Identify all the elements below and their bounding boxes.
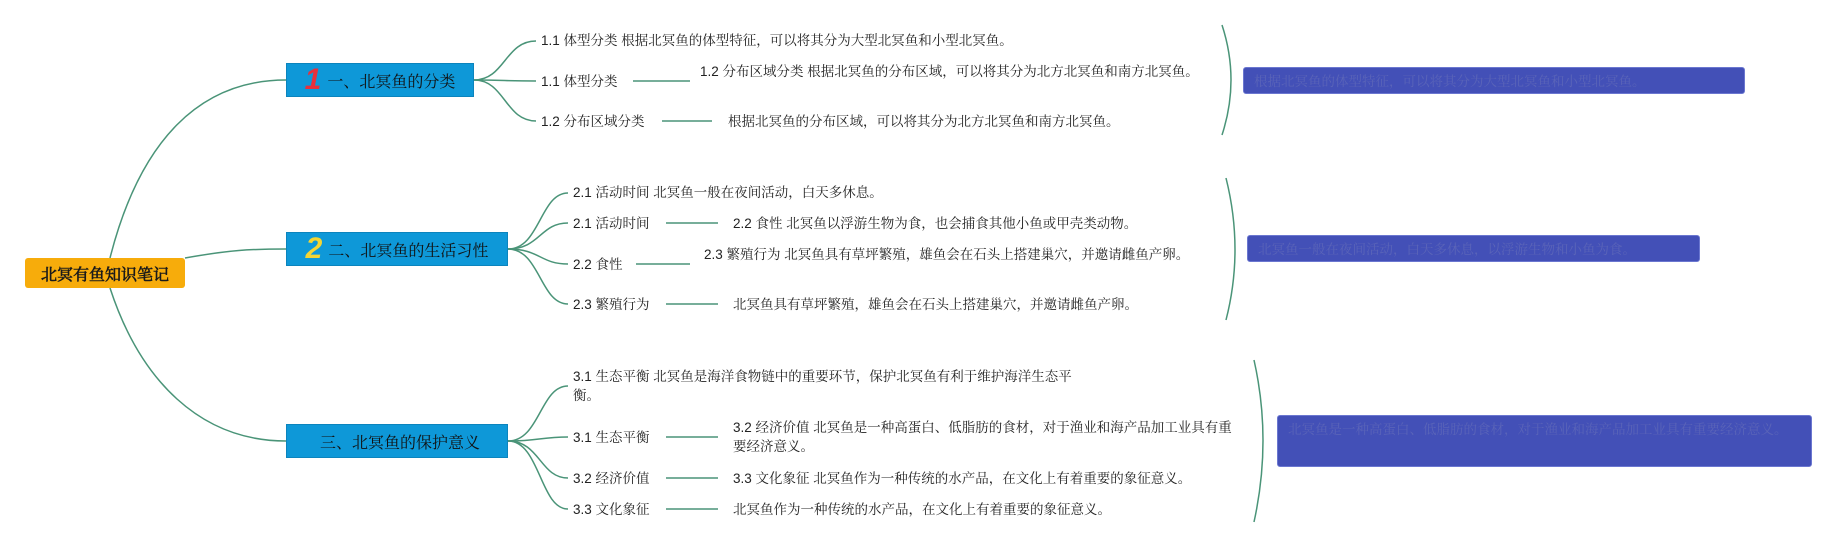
leaf-1-2-label[interactable]: 1.2 分布区域分类: [541, 114, 645, 129]
leaf-3-3-label[interactable]: 3.3 文化象征: [573, 502, 650, 517]
branch-label: 二、北冥鱼的生活习性: [328, 242, 489, 260]
connector-root-branch-1: [110, 80, 286, 258]
leaf-2-1-desc[interactable]: 2.2 食性 北冥鱼以浮游生物为食，也会捕食其他小鱼或甲壳类动物。: [733, 216, 1138, 231]
connector-b1-leaf-0: [474, 41, 536, 80]
summary-bracket-1: [1222, 25, 1231, 135]
branch-classification[interactable]: [286, 63, 474, 97]
leaf-2-2-label[interactable]: 2.2 食性: [573, 257, 623, 272]
connector-b2-leaf-1: [508, 223, 568, 249]
root-label: 北冥有鱼知识笔记: [40, 266, 169, 284]
summary-bracket-3: [1254, 360, 1263, 522]
leaf-2-2-desc[interactable]: 2.3 繁殖行为 北冥鱼具有草坪繁殖，雄鱼会在石头上搭建巢穴，并邀请雌鱼产卵。: [704, 247, 1190, 262]
connector-b1-leaf-2: [474, 80, 536, 121]
branch-label: 三、北冥鱼的保护意义: [319, 434, 480, 452]
leaf-1-1-desc[interactable]: 1.2 分布区域分类 根据北冥鱼的分布区域，可以将其分为北方北冥鱼和南方北冥鱼。: [700, 64, 1199, 79]
leaf-3-2-label[interactable]: 3.2 经济价值: [573, 471, 650, 486]
leaf-1-2-desc[interactable]: 根据北冥鱼的分布区域，可以将其分为北方北冥鱼和南方北冥鱼。: [728, 114, 1120, 129]
branch-living-habits[interactable]: [286, 232, 508, 266]
summary-box-1[interactable]: 根据北冥鱼的体型特征，可以将其分为大型北冥鱼和小型北冥鱼。: [1243, 67, 1745, 94]
number-2-icon: 2: [305, 232, 323, 265]
connector-b3-leaf-3: [508, 441, 568, 509]
leaf-2-3-desc[interactable]: 北冥鱼具有草坪繁殖，雄鱼会在石头上搭建巢穴，并邀请雌鱼产卵。: [733, 297, 1138, 312]
branch-label: 一、北冥鱼的分类: [327, 73, 456, 91]
leaf-2-0[interactable]: 2.1 活动时间 北冥鱼一般在夜间活动，白天多休息。: [573, 185, 883, 200]
leaf-3-1-desc[interactable]: 3.2 经济价值 北冥鱼是一种高蛋白、低脂肪的食材，对于渔业和海产品加工业具有重要经济意义。: [733, 420, 1232, 454]
summary-box-3[interactable]: 北冥鱼是一种高蛋白、低脂肪的食材，对于渔业和海产品加工业具有重要经济意义。: [1277, 415, 1812, 467]
leaf-1-0[interactable]: 1.1 体型分类 根据北冥鱼的体型特征，可以将其分为大型北冥鱼和小型北冥鱼。: [541, 33, 1013, 48]
leaf-3-1-label[interactable]: 3.1 生态平衡: [573, 430, 650, 445]
leaf-3-0[interactable]: 3.1 生态平衡 北冥鱼是海洋食物链中的重要环节，保护北冥鱼有利于维护海洋生态平衡。: [573, 369, 1072, 403]
leaf-3-3-desc[interactable]: 北冥鱼作为一种传统的水产品，在文化上有着重要的象征意义。: [733, 502, 1111, 517]
leaf-3-2-desc[interactable]: 3.3 文化象征 北冥鱼作为一种传统的水产品，在文化上有着重要的象征意义。: [733, 471, 1192, 486]
summary-box-2[interactable]: 北冥鱼一般在夜间活动，白天多休息，以浮游生物和小鱼为食。: [1247, 235, 1700, 262]
connector-b2-leaf-3: [508, 249, 568, 304]
connector-root-branch-2: [185, 249, 286, 258]
connector-b2-leaf-0: [508, 193, 568, 249]
leaf-2-3-label[interactable]: 2.3 繁殖行为: [573, 297, 650, 312]
summary-bracket-2: [1226, 178, 1235, 320]
connector-root-branch-3: [110, 288, 286, 441]
connector-b3-leaf-0: [508, 386, 568, 441]
leaf-1-1-label[interactable]: 1.1 体型分类: [541, 74, 618, 89]
branch-protection-significance[interactable]: [286, 424, 508, 458]
number-1-icon: 1: [304, 63, 322, 96]
root-node[interactable]: [25, 258, 185, 288]
leaf-2-1-label[interactable]: 2.1 活动时间: [573, 216, 650, 231]
